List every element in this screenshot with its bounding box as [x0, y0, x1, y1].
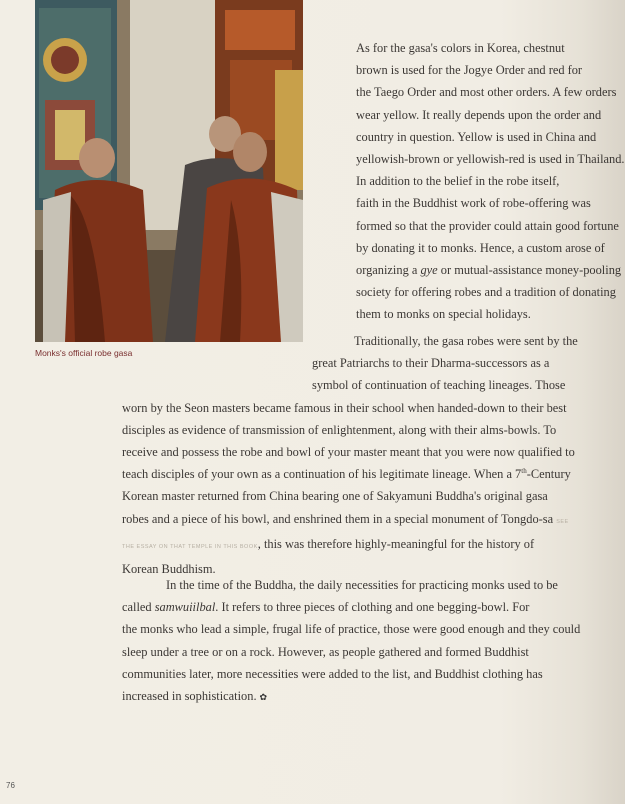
paragraph-robe-colors: As for the gasa's colors in Korea, chestnut brown is used for the Jogye Order and red for the Taego Order and most other orders. A few orders wear yellow. It really depends upon the order and country in question. Yellow is used in China and yellowish-brown or yellowish-red is used in Thailand. [356, 41, 625, 167]
paragraph-robe-offering: In addition to the belief in the robe itself, faith in the Buddhist work of robe-offering was formed so that the provider could attain good fortune by donating it to monks. Hence, a custom arose of organizing a gye or mutual-assistance money-pooling society for offering robes and a tradition of donating them to monks on special holidays. [356, 174, 622, 322]
cross-reference: THE ESSAY ON THAT TEMPLE IN THIS BOOK [122, 543, 258, 550]
cross-reference: SEE [556, 518, 569, 525]
term-gye: gye [420, 263, 438, 278]
end-mark-icon: ✿ [259, 692, 268, 703]
paragraph-traditionally: Traditionally, the gasa robes were sent by the great Patriarchs to their Dharma-successors as a symbol of continuation of teaching lineages. Those worn by the Seon masters became famous in their school when handed-down to their best disciples as evidence of transmission of enlightenment, along with their alms-bowls. To receive and possess the robe and bowl of your master meant that you were now qualified to teach disciples of your own as a continuation of his legitimate lineage. When a 7th-Century Korean master returned from China bearing one of Sakyamuni Buddha's original gasa robes and a piece of his bowl, and enshrined them in a special monument of Tongdo-sa SEE THE ESSAY ON THAT TEMPLE IN THIS BOOK, this was therefore highly-meaningful for the history of Korean Buddhism. [122, 334, 578, 577]
term-samwuiilbal: samwuiilbal [154, 600, 216, 615]
paragraph-necessities: In the time of the Buddha, the daily necessities for practicing monks used to be called samwuiilbal. It refers to three pieces of clothing and one begging-bowl. For the monks who lead a simple, frugal life of practice, those were good enough and they could sleep under a tree or on a rock. However, as people gathered and formed Buddhist communities later, more necessities were added to the list, and Buddhist clothing has increased in sophistication. ✿ [122, 574, 574, 708]
photo-illustration [35, 0, 303, 342]
page-number: 76 [6, 781, 15, 790]
narrow-column-text [312, 37, 625, 326]
photo-caption: Monks's official robe gasa [35, 348, 133, 358]
monks-robe-photo [35, 0, 303, 342]
